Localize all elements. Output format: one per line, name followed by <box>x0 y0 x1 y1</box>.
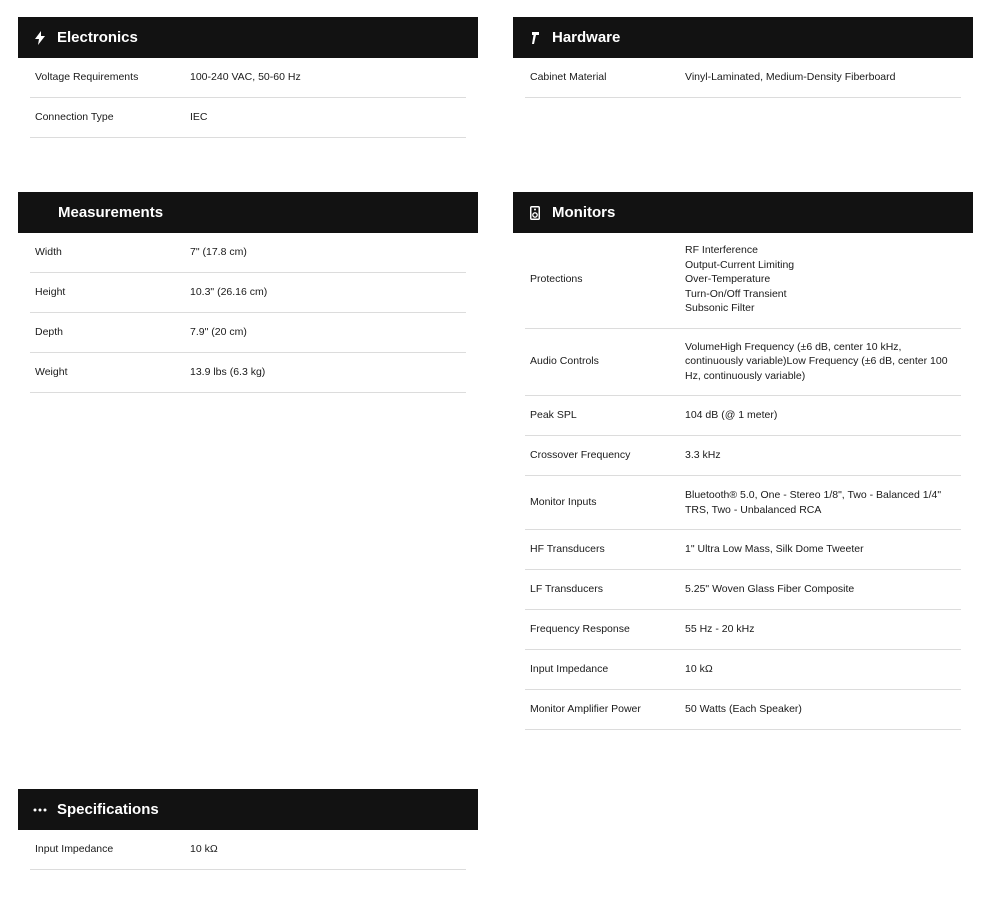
spec-row <box>525 329 961 397</box>
electronics-panel <box>18 17 478 138</box>
spec-label: Monitor Amplifier Power <box>530 703 641 716</box>
specifications-panel <box>18 789 478 870</box>
measurements-header <box>18 192 478 233</box>
spec-label: HF Transducers <box>530 543 605 556</box>
spec-row <box>30 233 466 273</box>
spec-value: Bluetooth® 5.0, One - Stereo 1/8", Two - Balanced 1/4" TRS, Two - Unbalanced RCA <box>685 489 942 516</box>
spec-row <box>30 98 466 138</box>
hardware-panel <box>513 17 973 98</box>
electronics-header <box>18 17 478 58</box>
spec-label: Monitor Inputs <box>530 496 597 509</box>
spec-row <box>525 233 961 329</box>
spec-label: LF Transducers <box>530 583 603 596</box>
spec-row <box>525 476 961 530</box>
spec-value: 13.9 lbs (6.3 kg) <box>190 366 266 379</box>
spec-row <box>30 830 466 870</box>
hammer-icon <box>528 30 542 46</box>
spec-value: VolumeHigh Frequency (±6 dB, center 10 kHz, continuously variable)Low Frequency (±6 dB, center 100 Hz, continuously variable) <box>685 340 948 382</box>
measurements-panel <box>18 192 478 393</box>
hardware-header <box>513 17 973 58</box>
spec-row <box>525 530 961 570</box>
spec-label: Peak SPL <box>530 409 577 422</box>
protection-item: Output-Current Limiting <box>685 258 795 271</box>
spec-label: Protections <box>530 273 583 285</box>
spec-label: Input Impedance <box>530 663 609 676</box>
spec-row <box>525 436 961 476</box>
spec-value: Vinyl-Laminated, Medium-Density Fiberboard <box>685 71 896 84</box>
specifications-title: Specifications <box>57 801 159 818</box>
spec-value <box>685 243 961 316</box>
spec-value: 10 kΩ <box>685 663 713 676</box>
spec-row <box>525 58 961 98</box>
spec-row <box>30 273 466 313</box>
spec-label: Weight <box>35 366 68 379</box>
monitors-panel <box>513 192 973 730</box>
spec-value: 10 kΩ <box>190 843 218 856</box>
more-dots-icon <box>33 802 47 818</box>
spec-value: 50 Watts (Each Speaker) <box>685 703 802 716</box>
spec-value: IEC <box>190 111 208 124</box>
measurements-title: Measurements <box>58 204 164 221</box>
spec-row <box>30 313 466 353</box>
spec-value: 55 Hz - 20 kHz <box>685 623 755 636</box>
spec-row <box>30 58 466 98</box>
spec-label: Width <box>35 246 62 259</box>
lightning-icon <box>33 30 47 46</box>
protection-item: Subsonic Filter <box>685 302 755 314</box>
speaker-icon <box>528 205 542 221</box>
spec-label: Voltage Requirements <box>35 71 139 84</box>
spec-row <box>525 650 961 690</box>
electronics-title: Electronics <box>57 29 138 46</box>
spec-row <box>30 353 466 393</box>
spec-value: 100-240 VAC, 50-60 Hz <box>190 71 301 84</box>
spec-label: Crossover Frequency <box>530 449 631 462</box>
spec-label: Connection Type <box>35 111 114 124</box>
spec-row <box>525 396 961 436</box>
spec-label: Height <box>35 286 66 299</box>
protection-item: Turn-On/Off Transient <box>685 287 787 300</box>
spec-label: Depth <box>35 326 64 339</box>
spec-value: 7.9" (20 cm) <box>190 326 247 339</box>
spec-row <box>525 690 961 730</box>
spec-label: Frequency Response <box>530 623 630 636</box>
monitors-title: Monitors <box>552 204 616 221</box>
spec-value: 3.3 kHz <box>685 449 721 462</box>
spec-label: Input Impedance <box>35 843 114 856</box>
spec-label: Cabinet Material <box>530 71 607 84</box>
spec-value: 1" Ultra Low Mass, Silk Dome Tweeter <box>685 543 864 556</box>
spec-row <box>525 570 961 610</box>
spec-value: 104 dB (@ 1 meter) <box>685 409 778 422</box>
specifications-header <box>18 789 478 830</box>
spec-value: 5.25" Woven Glass Fiber Composite <box>685 583 855 596</box>
protection-item: Over-Temperature <box>685 273 771 285</box>
spec-label: Audio Controls <box>530 355 599 367</box>
protection-item: RF Interference <box>685 244 758 256</box>
spec-value: 7" (17.8 cm) <box>190 246 247 259</box>
monitors-header <box>513 192 973 233</box>
spec-value: 10.3" (26.16 cm) <box>190 286 268 299</box>
spec-row <box>525 610 961 650</box>
hardware-title: Hardware <box>552 29 621 46</box>
